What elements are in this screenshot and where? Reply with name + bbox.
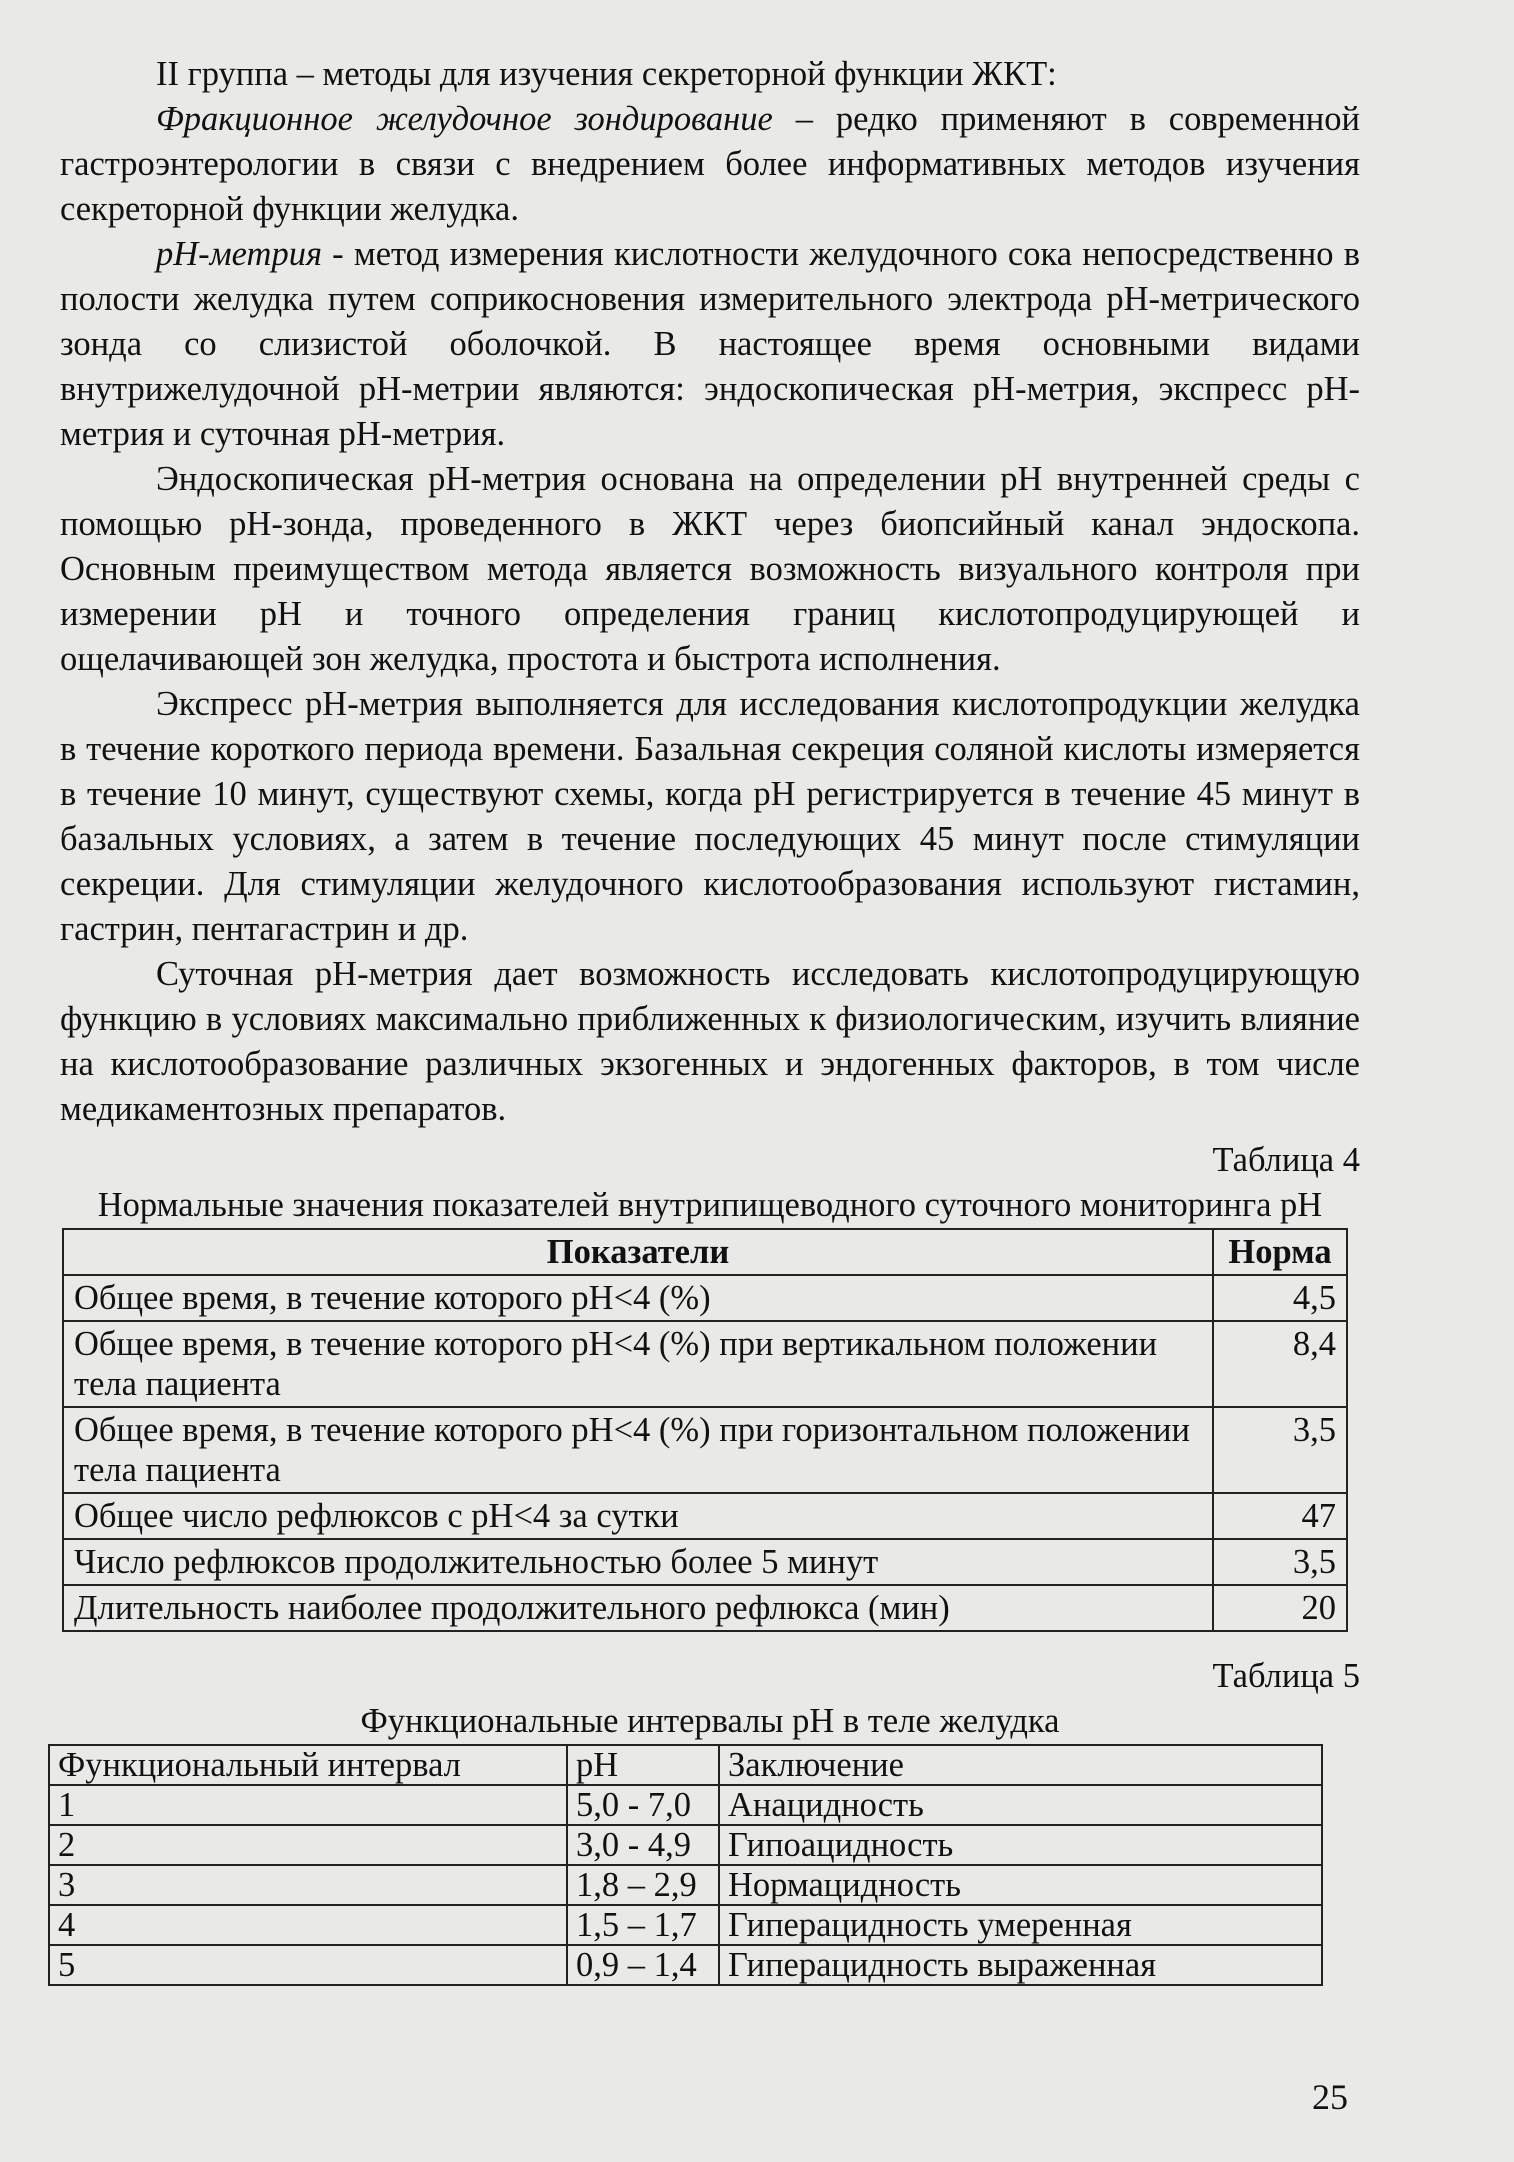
table-cell: 5 bbox=[49, 1945, 567, 1985]
table-cell: 2 bbox=[49, 1825, 567, 1865]
table-cell: 5,0 - 7,0 bbox=[567, 1785, 719, 1825]
table-row bbox=[63, 1585, 1347, 1631]
table-cell: 3,5 bbox=[1213, 1539, 1347, 1585]
table-header-cell: pH bbox=[567, 1745, 719, 1785]
table-row bbox=[63, 1275, 1347, 1321]
table-row bbox=[49, 1945, 1322, 1985]
table-header-cell: Заключение bbox=[719, 1745, 1322, 1785]
table-row bbox=[49, 1825, 1322, 1865]
table4-title: Нормальные значения показателей внутрипищеводного суточного мониторинга pH bbox=[97, 1186, 1323, 1224]
table-cell: Длительность наиболее продолжительного рефлюкса (мин) bbox=[63, 1585, 1213, 1631]
table-row bbox=[63, 1407, 1347, 1493]
table-cell: 4,5 bbox=[1213, 1275, 1347, 1321]
table-cell: Общее время, в течение которого pH<4 (%) bbox=[63, 1275, 1213, 1321]
table-cell: 47 bbox=[1213, 1493, 1347, 1539]
paragraph-fractional-sounding-text: – редко применяют в современной гастроэнтерологии в связи с внедрением более информативных методов изучения секреторной функции желудка. bbox=[60, 100, 1360, 228]
table-header-row bbox=[49, 1745, 1322, 1785]
table-row bbox=[49, 1905, 1322, 1945]
table-cell: Гиперацидность умеренная bbox=[719, 1905, 1322, 1945]
table-row bbox=[63, 1493, 1347, 1539]
table-row bbox=[63, 1321, 1347, 1407]
table-header-row bbox=[63, 1229, 1347, 1275]
table-cell: 1,5 – 1,7 bbox=[567, 1905, 719, 1945]
table5-title: Функциональные интервалы pH в теле желудка bbox=[360, 1702, 1060, 1740]
paragraph-ph-metry-text: - метод измерения кислотности желудочного сока непосредственно в полости желудка путем соприкосновения измерительного электрода pH-метрического зонда со слизистой оболочкой. В настоящее время основными видами внутрижелудочной pH-метрии являются: эндоскопическая pH-метрия, экспресс pH-метрия и суточная pH-метрия. bbox=[60, 235, 1360, 453]
table-cell: Общее время, в течение которого pH<4 (%) при вертикальном положении тела пациента bbox=[63, 1321, 1213, 1407]
section-title: II группа – методы для изучения секреторной функции ЖКТ: bbox=[156, 55, 1057, 93]
paragraph-fractional-sounding bbox=[60, 97, 1360, 232]
table5-label: Таблица 5 bbox=[1212, 1657, 1360, 1695]
table-cell: 8,4 bbox=[1213, 1321, 1347, 1407]
table-cell: 3,5 bbox=[1213, 1407, 1347, 1493]
paragraph-ph-metry bbox=[60, 232, 1360, 457]
table-cell: 1,8 – 2,9 bbox=[567, 1865, 719, 1905]
table-cell: Гипоацидность bbox=[719, 1825, 1322, 1865]
table-cell: Гиперацидность выраженная bbox=[719, 1945, 1322, 1985]
table-cell: Общее число рефлюксов с pH<4 за сутки bbox=[63, 1493, 1213, 1539]
page-content bbox=[60, 52, 1360, 1986]
table-row bbox=[49, 1785, 1322, 1825]
table-cell: Общее время, в течение которого pH<4 (%) при горизонтальном положении тела пациента bbox=[63, 1407, 1213, 1493]
table-cell: Нормацидность bbox=[719, 1865, 1322, 1905]
table-header-cell: Норма bbox=[1213, 1229, 1347, 1275]
table-row bbox=[49, 1865, 1322, 1905]
table5 bbox=[48, 1744, 1323, 1986]
paragraph-daily: Суточная pH-метрия дает возможность исследовать кислотопродуцирующую функцию в условиях максимально приближенных к физиологическим, изучить влияние на кислотообразование различных экзогенных и эндогенных факторов, в том числе медикаментозных препаратов. bbox=[60, 955, 1360, 1128]
table-cell: Число рефлюксов продолжительностью более 5 минут bbox=[63, 1539, 1213, 1585]
table-cell: 3 bbox=[49, 1865, 567, 1905]
table-cell: Анацидность bbox=[719, 1785, 1322, 1825]
table-cell: 4 bbox=[49, 1905, 567, 1945]
table-header-cell: Показатели bbox=[63, 1229, 1213, 1275]
paragraph-endoscopic: Эндоскопическая pH-метрия основана на определении pH внутренней среды с помощью pH-зонда, проведенного в ЖКТ через биопсийный канал эндоскопа. Основным преимуществом метода является возможность визуального контроля при измерении pH и точного определения границ кислотопродуцирующей и ощелачивающей зон желудка, простота и быстрота исполнения. bbox=[60, 460, 1360, 678]
term-ph-metry: pH-метрия bbox=[156, 235, 322, 273]
paragraph-express: Экспресс pH-метрия выполняется для исследования кислотопродукции желудка в течение короткого периода времени. Базальная секреция соляной кислоты измеряется в течение 10 минут, существуют схемы, когда pH регистрируется в течение 45 минут в базальных условиях, а затем в течение последующих 45 минут после стимуляции секреции. Для стимуляции желудочного кислотообразования используют гистамин, гастрин, пентагастрин и др. bbox=[60, 685, 1360, 948]
term-fractional-sounding: Фракционное желудочное зондирование bbox=[156, 100, 773, 138]
table-cell: 1 bbox=[49, 1785, 567, 1825]
table-cell: 0,9 – 1,4 bbox=[567, 1945, 719, 1985]
table4 bbox=[62, 1228, 1348, 1632]
table-cell: 20 bbox=[1213, 1585, 1347, 1631]
table-row bbox=[63, 1539, 1347, 1585]
table-cell: 3,0 - 4,9 bbox=[567, 1825, 719, 1865]
table-header-cell: Функциональный интервал bbox=[49, 1745, 567, 1785]
table4-label: Таблица 4 bbox=[1212, 1141, 1360, 1179]
page-number: 25 bbox=[1312, 2077, 1348, 2117]
